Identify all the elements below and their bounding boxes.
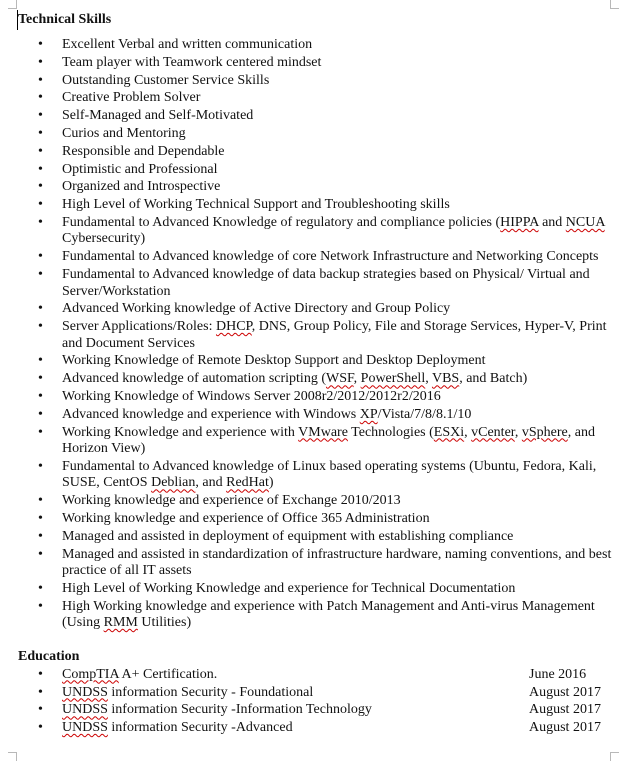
- spellcheck-flag: vSphere: [521, 424, 568, 440]
- spellcheck-flag: CompTIA: [62, 666, 119, 682]
- skill-item: • Organized and Introspective: [18, 179, 616, 196]
- skill-item: • Working Knowledge and experience with VMware Technologies (ESXi, vCenter, vSphere, and Horizon View): [18, 425, 616, 458]
- education-item: [18, 685, 616, 702]
- spellcheck-flag: RMM: [103, 615, 138, 631]
- spellcheck-flag: XP: [359, 406, 378, 422]
- skills-list: [18, 37, 616, 632]
- skill-item: • Advanced knowledge of automation scripting (WSF, PowerShell, VBS, and Batch): [18, 371, 616, 388]
- education-item-date: June 2016: [529, 666, 587, 682]
- spellcheck-flag: ESXi: [433, 424, 465, 440]
- document-page[interactable]: [18, 10, 616, 738]
- skill-item: • Working knowledge and experience of Office 365 Administration: [18, 511, 616, 528]
- skill-item: • Working knowledge and experience of Exchange 2010/2013: [18, 493, 616, 510]
- education-item-title: • CompTIA A+ Certification.: [62, 666, 218, 682]
- skill-item: • Managed and assisted in deployment of equipment with establishing compliance: [18, 529, 616, 546]
- spellcheck-flag: DHCP: [215, 319, 252, 335]
- skill-item: • Curios and Mentoring: [18, 126, 616, 143]
- skill-item: • Outstanding Customer Service Skills: [18, 73, 616, 90]
- education-heading: Education: [18, 648, 80, 664]
- education-list: [18, 667, 616, 737]
- page-corner-mark: [610, 752, 619, 761]
- education-item-title: • UNDSS information Security - Foundational: [62, 684, 314, 700]
- spellcheck-flag: UNDSS: [62, 684, 108, 700]
- skill-item: • High Level of Working Technical Support and Troubleshooting skills: [18, 197, 616, 214]
- education-item-date: August 2017: [529, 684, 601, 700]
- skill-item: • Server Applications/Roles: DHCP, DNS, Group Policy, File and Storage Services, Hyper-V, Print and Document Services: [18, 319, 616, 352]
- education-item-date: August 2017: [529, 720, 601, 736]
- skill-item: • Fundamental to Advanced knowledge of core Network Infrastructure and Networking Concepts: [18, 249, 616, 266]
- education-item: [18, 702, 616, 719]
- spellcheck-flag: vCenter: [471, 424, 515, 440]
- education-item: [18, 667, 616, 684]
- skill-item: • Responsible and Dependable: [18, 144, 616, 161]
- skill-item: • Working Knowledge of Windows Server 2008r2/2012/2012r2/2016: [18, 389, 616, 406]
- spellcheck-flag: RedHat: [226, 475, 269, 491]
- skill-item: • Team player with Teamwork centered mindset: [18, 55, 616, 72]
- skill-item: • Managed and assisted in standardization of infrastructure hardware, naming conventions, and best practice of all IT assets: [18, 547, 616, 580]
- education-item: [18, 720, 616, 737]
- spellcheck-flag: VMware: [298, 424, 348, 440]
- spellcheck-flag: NCUA: [565, 214, 605, 230]
- spellcheck-flag: UNDSS: [62, 720, 108, 736]
- page-corner-mark: [610, 0, 619, 9]
- spellcheck-flag: UNDSS: [62, 702, 108, 718]
- page-corner-mark: [8, 0, 17, 9]
- skill-item: • Fundamental to Advanced knowledge of Linux based operating systems (Ubuntu, Fedora, Kali, SUSE, CentOS Deblian, and RedHat): [18, 459, 616, 492]
- skill-item: • High Level of Working Knowledge and experience for Technical Documentation: [18, 581, 616, 598]
- skill-item: • Creative Problem Solver: [18, 90, 616, 107]
- education-item-date: August 2017: [529, 702, 601, 718]
- education-item-title: • UNDSS information Security -Advanced: [62, 720, 293, 736]
- spellcheck-flag: HIPPA: [500, 214, 539, 230]
- education-item-title: • UNDSS information Security -Information Technology: [62, 702, 372, 718]
- spellcheck-flag: WSF: [325, 371, 354, 387]
- skill-item: • Fundamental to Advanced knowledge of data backup strategies based on Physical/ Virtual and Server/Workstation: [18, 267, 616, 300]
- spellcheck-flag: PowerShell: [360, 371, 426, 387]
- skill-item: • Self-Managed and Self-Motivated: [18, 108, 616, 125]
- skill-item: • Excellent Verbal and written communication: [18, 37, 616, 54]
- skill-item: • High Working knowledge and experience with Patch Management and Anti-virus Management (Using RMM Utilities): [18, 599, 616, 632]
- spellcheck-flag: Deblian: [151, 475, 196, 491]
- skill-item: • Working Knowledge of Remote Desktop Support and Desktop Deployment: [18, 353, 616, 370]
- skill-item: • Optimistic and Professional: [18, 162, 616, 179]
- skill-item: • Advanced knowledge and experience with Windows XP/Vista/7/8/8.1/10: [18, 407, 616, 424]
- skill-item: • Fundamental to Advanced Knowledge of regulatory and compliance policies (HIPPA and NCUA Cybersecurity): [18, 215, 616, 248]
- page-corner-mark: [8, 752, 17, 761]
- skills-heading: Technical Skills: [17, 10, 616, 30]
- spellcheck-flag: VBS: [431, 371, 460, 387]
- skill-item: • Advanced Working knowledge of Active Directory and Group Policy: [18, 301, 616, 318]
